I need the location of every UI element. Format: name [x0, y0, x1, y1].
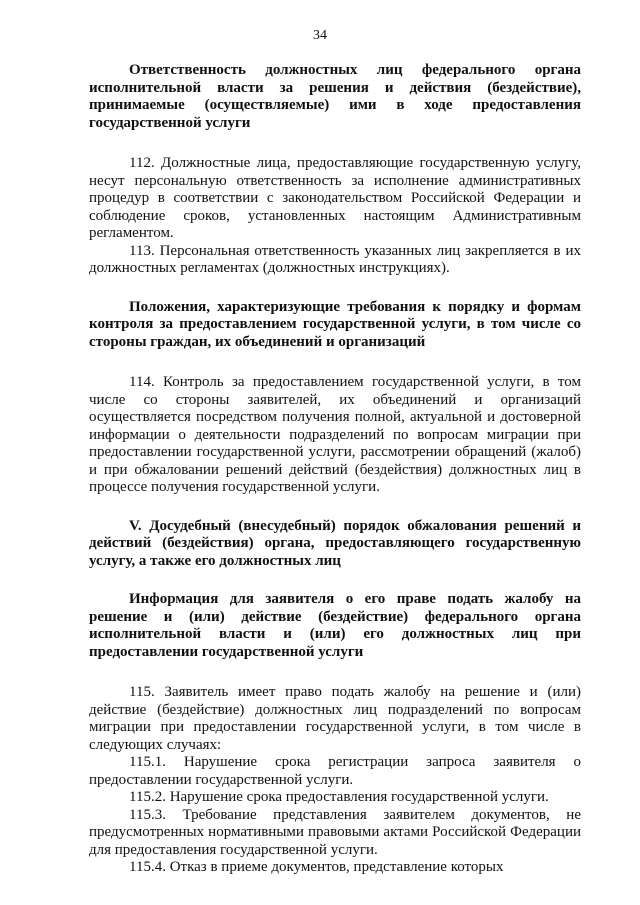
paragraph-115-3: 115.3. Требование представления заявителем документов, не предусмотренных нормативными правовыми актами Российской Федерации для предоставления государственной услуги.	[89, 806, 581, 858]
section-heading-complaint-info: Информация для заявителя о его праве подать жалобу на решение и (или) действие (бездействие) федерального органа исполнительной власти и (или) его должностных лиц при предоставлении государственной услуги	[89, 591, 581, 660]
chapter-heading-v: V. Досудебный (внесудебный) порядок обжалования решений и действий (бездействия) органа, предоставляющего государственную услугу, а также его должностных лиц	[89, 517, 581, 569]
paragraph-115-4: 115.4. Отказ в приеме документов, представление которых	[129, 859, 504, 875]
section-heading-control: Положения, характеризующие требования к порядку и формам контроля за предоставлением государственной услуги, в том числе со стороны граждан, их объединений и организаций	[89, 298, 581, 350]
paragraph-112: 112. Должностные лица, предоставляющие государственную услугу, несут персональную ответственность за исполнение административных процедур в соответствии с законодательством Российской Федерации и соблюдение сроков, установленных настоящим Административным регламентом.	[89, 155, 581, 241]
paragraph-115-2: 115.2. Нарушение срока предоставления государственной услуги.	[129, 789, 549, 805]
section-heading-responsibility: Ответственность должностных лиц федерального органа исполнительной власти за решения и действия (бездействие), принимаемые (осуществляемые) ими в ходе предоставления государственной услуги	[89, 62, 581, 131]
paragraph-113: 113. Персональная ответственность указанных лиц закрепляется в их должностных регламентах (должностных инструкциях).	[89, 242, 581, 276]
page-number: 34	[313, 28, 327, 43]
document-body	[89, 62, 581, 877]
paragraph-114: 114. Контроль за предоставлением государственной услуги, в том числе со стороны заявителей, их объединений и организаций осуществляется посредством получения полной, актуальной и достоверной информации о деятельности подразделений по вопросам миграции при предоставлении государственной услуги, рассмотрении обращений (жалоб) и при обжаловании решений действий (бездействия) должностных лиц в процессе получения государственной услуги.	[89, 374, 581, 495]
paragraph-115: 115. Заявитель имеет право подать жалобу на решение и (или) действие (бездействие) должностных лиц подразделений по вопросам миграции при предоставлении государственной услуги, в том числе в следующих случаях:	[89, 684, 581, 753]
paragraph-115-1: 115.1. Нарушение срока регистрации запроса заявителя о предоставлении государственной услуги.	[89, 754, 581, 788]
